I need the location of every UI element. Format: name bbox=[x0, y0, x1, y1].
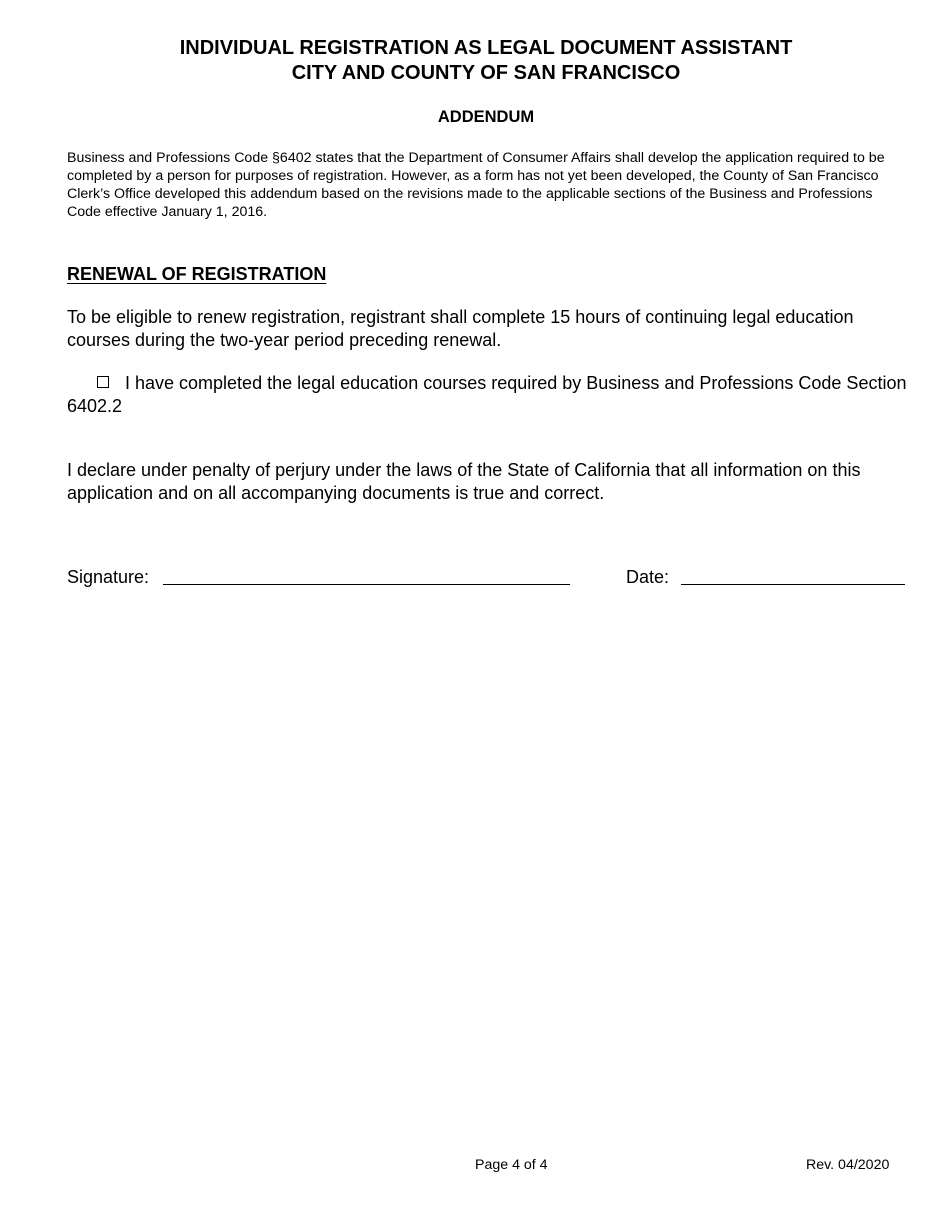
section-heading-renewal: RENEWAL OF REGISTRATION bbox=[67, 264, 327, 284]
intro-paragraph: Business and Professions Code §6402 states that the Department of Consumer Affairs shall develop the application required to be completed by a person for purposes of registration. However, as a form has not yet been developed, the County of San Francisco Clerk’s Office developed this addendum based on the revisions made to the applicable sections of the Business and Professions Code effective January 1, 2016. bbox=[67, 150, 885, 220]
date-field[interactable] bbox=[681, 584, 905, 585]
education-checkbox[interactable] bbox=[97, 376, 109, 388]
date-label: Date: bbox=[626, 567, 670, 587]
form-title: INDIVIDUAL REGISTRATION AS LEGAL DOCUMENT ASSISTANT bbox=[179, 37, 793, 59]
eligibility-paragraph: To be eligible to renew registration, registrant shall complete 15 hours of continuing legal education courses during the two-year period preceding renewal. bbox=[67, 307, 854, 350]
signature-field[interactable] bbox=[163, 584, 570, 585]
form-jurisdiction: CITY AND COUNTY OF SAN FRANCISCO bbox=[291, 62, 681, 84]
page-number: Page 4 of 4 bbox=[475, 1157, 548, 1173]
signature-label: Signature: bbox=[67, 567, 150, 587]
perjury-declaration: I declare under penalty of perjury under the laws of the State of California that all information on this application and on all accompanying documents is true and correct. bbox=[67, 460, 861, 503]
education-checkbox-label: I have completed the legal education courses required by Business and Professions Code Section 6402.2 bbox=[67, 373, 907, 416]
education-checkbox-row bbox=[67, 372, 907, 417]
form-subtitle: ADDENDUM bbox=[437, 108, 535, 126]
revision-date: Rev. 04/2020 bbox=[806, 1157, 890, 1173]
